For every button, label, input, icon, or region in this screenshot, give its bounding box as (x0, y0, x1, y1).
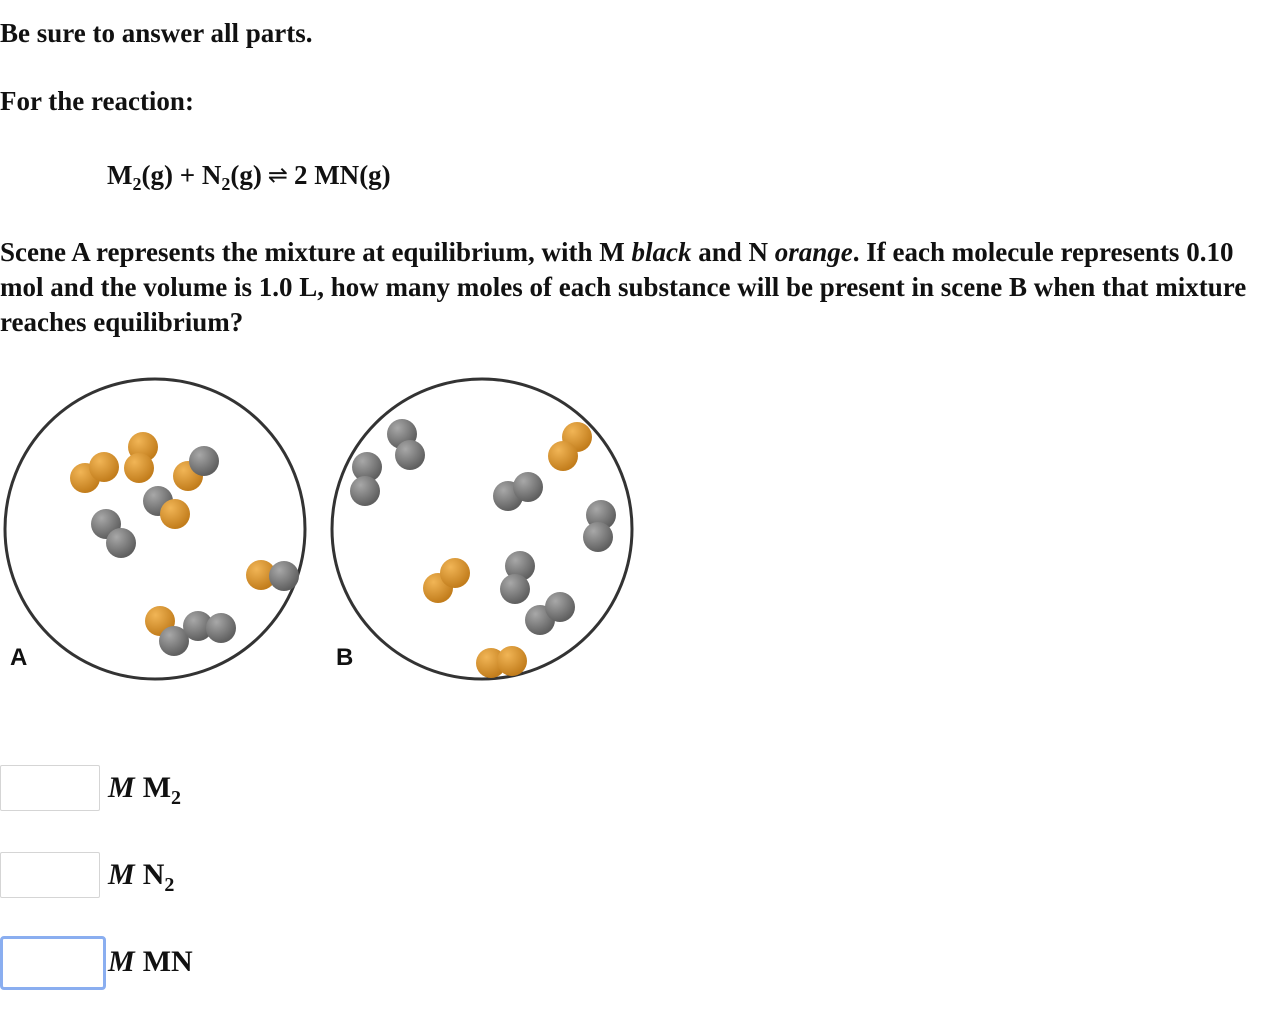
intro-text: For the reaction: (0, 86, 194, 116)
reaction-equation: $M_2(g) + N_2(g)$ ⇌ 2 MN(g) (107, 160, 391, 194)
question-text: Scene A represents the mixture at equilibrium, with M black and N orange. If each molecule represents 0.10 mol and the volume is 1.0 L, how many moles of each substance will be present in scene B when that mixture reaches equilibrium? (0, 237, 1247, 337)
m-atom (395, 440, 425, 470)
m2-molecule (387, 419, 425, 470)
m-atom (545, 592, 575, 622)
m2-molecule (183, 611, 236, 643)
n-atom (89, 452, 119, 482)
equilibrium-arrow-icon: ⇌ (267, 161, 288, 189)
m2-molecule (350, 452, 382, 506)
n2-answer-label: M $N_2$ (108, 858, 175, 896)
m-atom (513, 472, 543, 502)
n2-molecule (423, 558, 470, 603)
m2-answer-input[interactable] (0, 765, 100, 811)
n2-molecule (70, 452, 119, 493)
m2-molecule (500, 551, 535, 604)
m-atom (583, 522, 613, 552)
instruction-text: Be sure to answer all parts. (0, 18, 313, 48)
mn-molecule (246, 560, 299, 591)
n2-molecule (548, 422, 592, 471)
n-atom (548, 441, 578, 471)
scene-a-molecules (70, 432, 299, 656)
scene-figure (0, 370, 650, 690)
m-atom (206, 613, 236, 643)
scene-a-label: A (10, 644, 28, 671)
m-atom (350, 476, 380, 506)
m2-molecule (525, 592, 575, 635)
n-atom (160, 499, 190, 529)
m2-molecule (91, 509, 136, 558)
mn-answer-input[interactable] (0, 936, 106, 990)
n2-molecule (124, 432, 158, 483)
mn-molecule (145, 606, 189, 656)
m2-molecule (493, 472, 543, 511)
n-atom (124, 453, 154, 483)
mn-molecule (143, 486, 190, 529)
m2-molecule (583, 500, 616, 552)
m-atom (189, 446, 219, 476)
mn-molecule (173, 446, 219, 491)
m-atom (500, 574, 530, 604)
n-atom (440, 558, 470, 588)
scene-b-molecules (350, 419, 616, 678)
m2-answer-label: M $M_2$ (108, 771, 182, 809)
m-atom (269, 561, 299, 591)
n2-molecule (476, 646, 527, 678)
m-atom (106, 528, 136, 558)
mn-answer-label: M MN (108, 945, 193, 978)
n2-answer-input[interactable] (0, 852, 100, 898)
n-atom (497, 646, 527, 676)
scene-b-label: B (336, 644, 354, 671)
